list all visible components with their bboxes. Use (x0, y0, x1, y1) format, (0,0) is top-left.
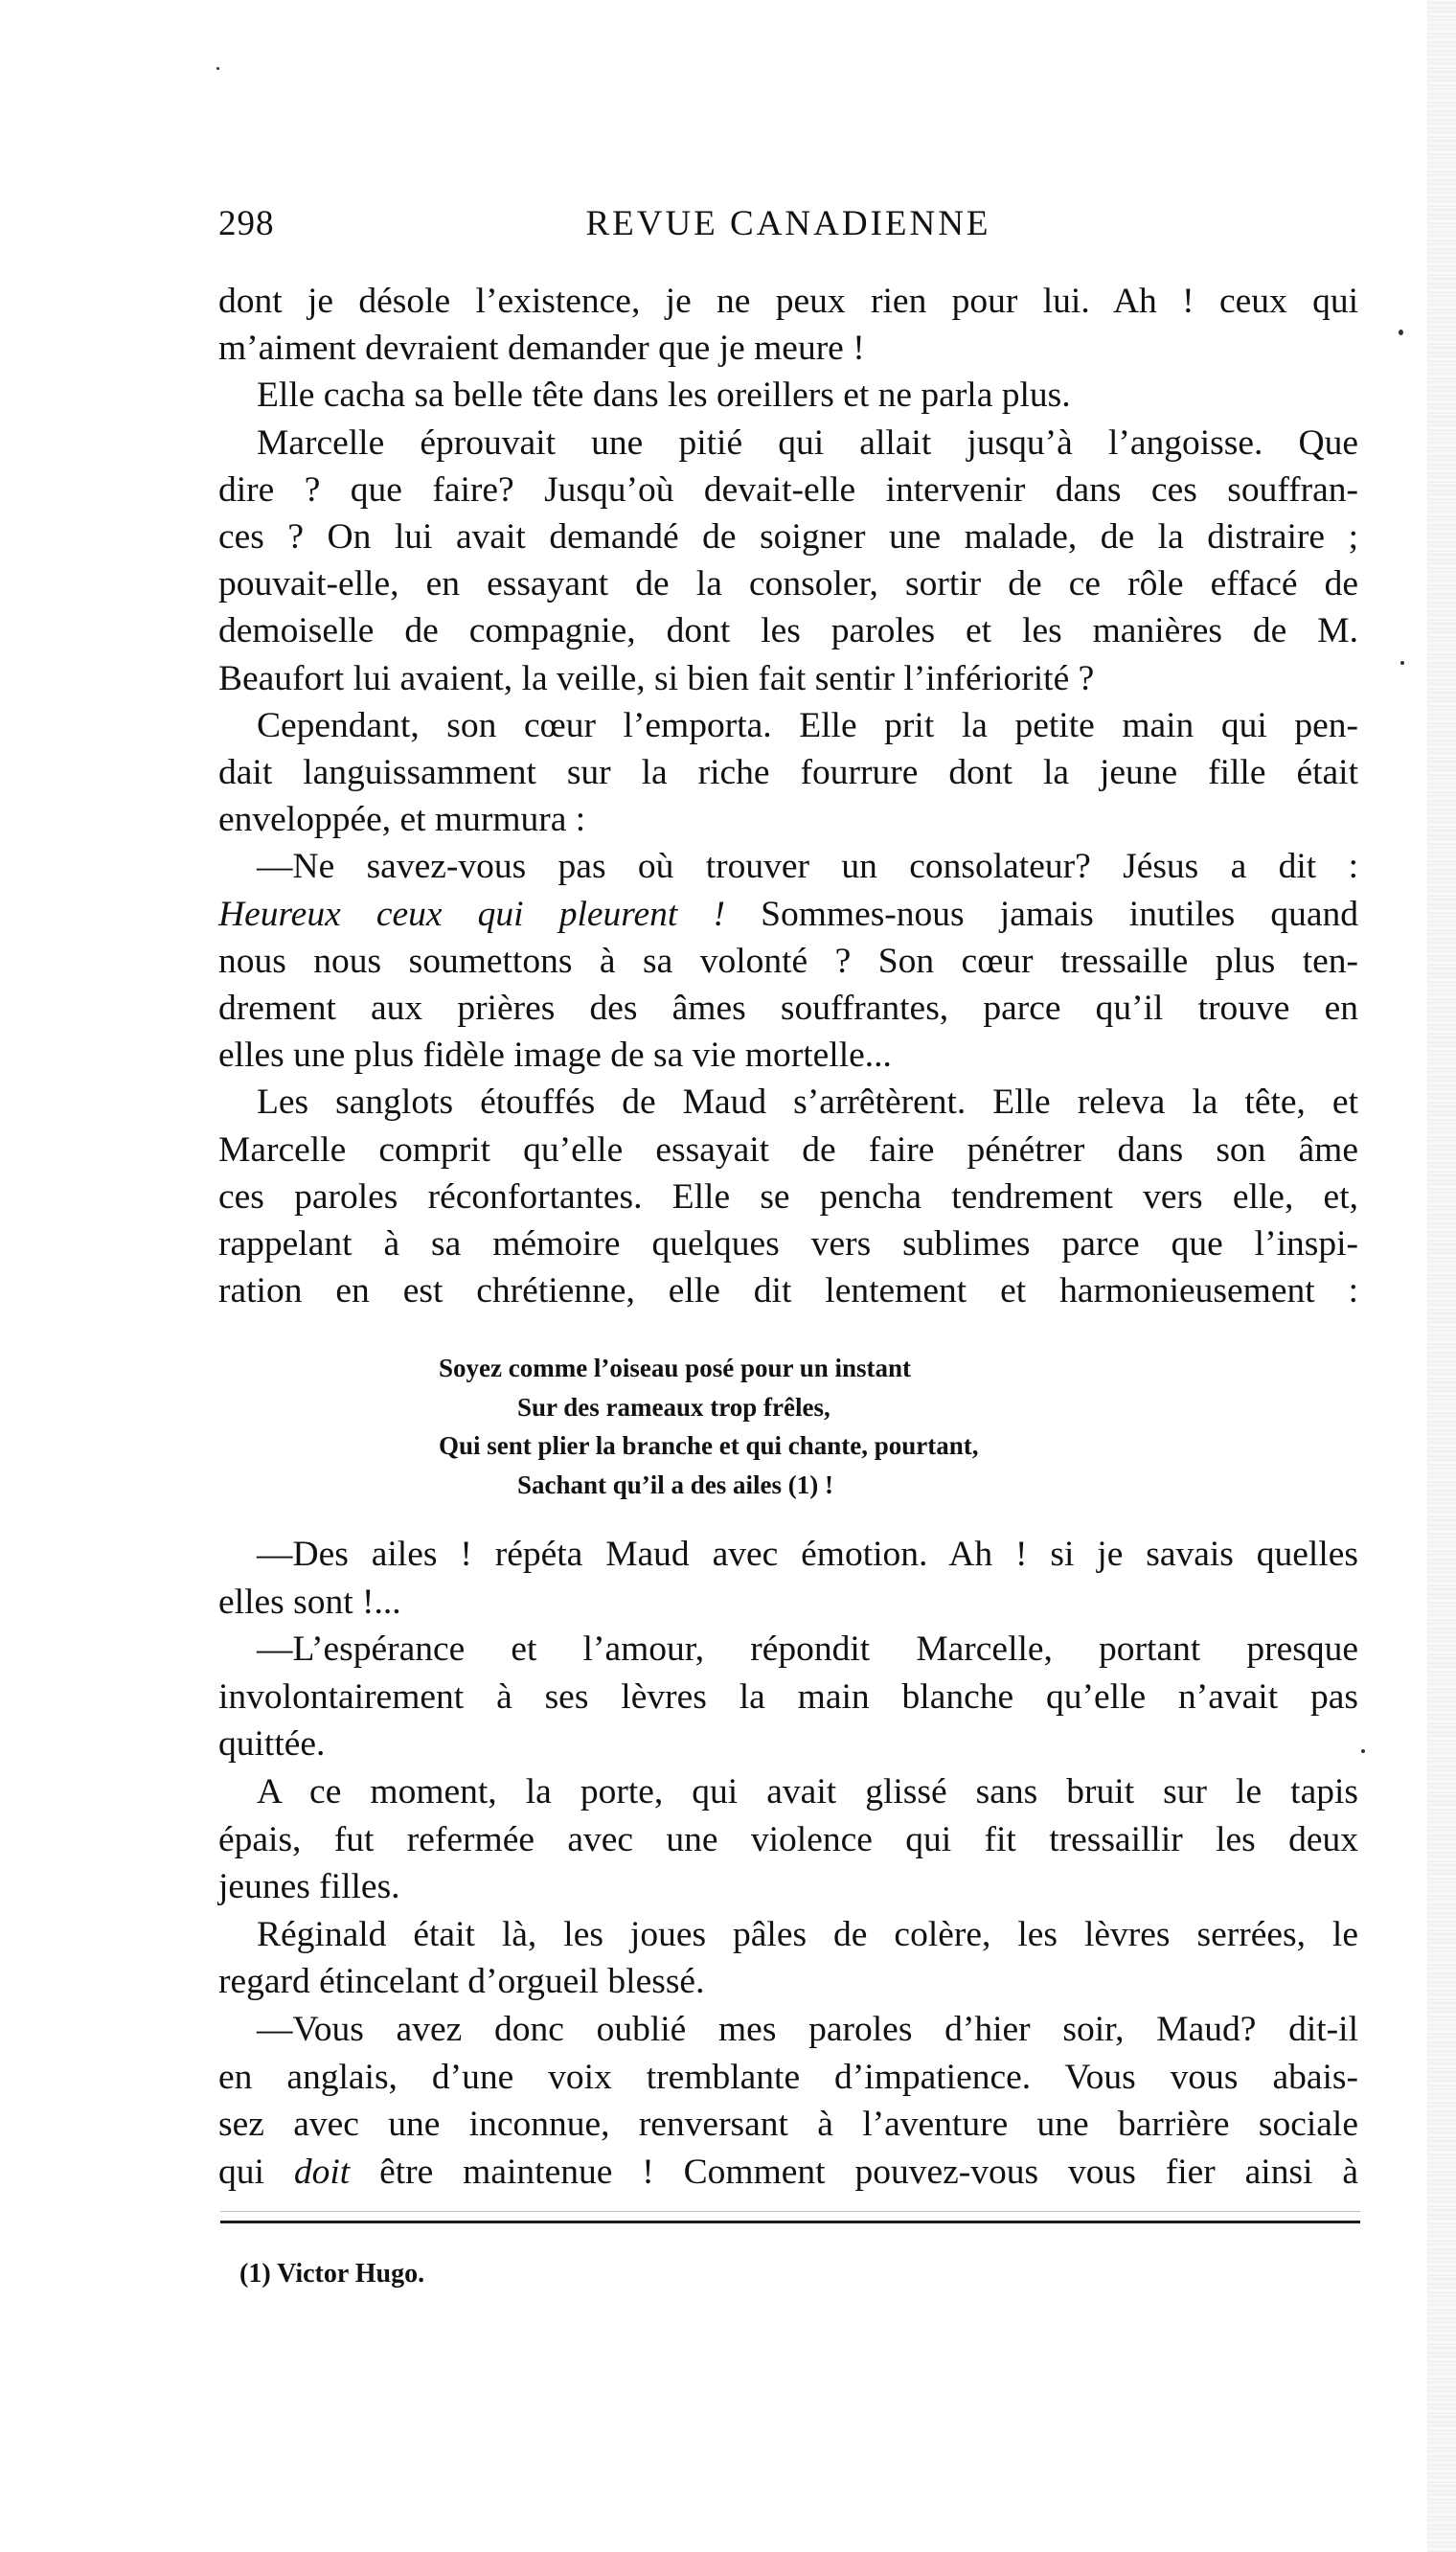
text-line: demoiselle de compagnie, dont les paroles et les manières de M. (218, 611, 1358, 651)
scan-speck (216, 67, 219, 70)
text-line: Marcelle comprit qu’elle essayait de faire pénétrer dans son âme (218, 1129, 1358, 1170)
scan-edge-noise (1427, 0, 1456, 2552)
text-line: elles sont !... (218, 1582, 401, 1622)
text-fragment: être maintenue ! Comment pouvez-vous vous fier ainsi à (379, 2152, 1359, 2192)
page-number: 298 (218, 204, 275, 243)
text-line: dont je désole l’existence, je ne peux rien pour lui. Ah ! ceux qui (218, 282, 1358, 321)
running-title: REVUE CANADIENNE (585, 204, 991, 243)
text-line: dait languissamment sur la riche fourrure dont la jeune fille était (218, 753, 1358, 793)
italic-word: doit (293, 2152, 351, 2192)
text-line: en anglais, d’une voix tremblante d’impatience. Vous vous abais- (218, 2057, 1358, 2097)
text-line: Marcelle éprouvait une pitié qui allait jusqu’à l’angoisse. Que (257, 422, 1358, 463)
text-line (218, 891, 1358, 938)
page-header (218, 203, 1358, 251)
text-line: m’aiment devraient demander que je meure ! (218, 329, 865, 369)
text-line: A ce moment, la porte, qui avait glissé sans bruit sur le tapis (257, 1771, 1358, 1811)
body-text-upper (218, 278, 1358, 1314)
text-line: quittée. (218, 1724, 326, 1765)
footnote-rule (220, 2221, 1360, 2223)
text-line: ration en est chrétienne, elle dit lentement et harmonieusement : (218, 1271, 1358, 1311)
text-line: regard étincelant d’orgueil blessé. (218, 1962, 705, 2002)
text-line: sez avec une inconnue, renversant à l’aventure une barrière sociale (218, 2105, 1358, 2145)
text-line: Beaufort lui avaient, la veille, si bien fait sentir l’infériorité ? (218, 658, 1095, 698)
text-line: rappelant à sa mémoire quelques vers sublimes parce que l’inspi- (218, 1224, 1358, 1265)
footnote: (1) Victor Hugo. (239, 2259, 425, 2289)
text-line: Elle cacha sa belle tête dans les oreillers et ne parla plus. (257, 376, 1071, 416)
text-line: —Des ailes ! répéta Maud avec émotion. Ah ! si je savais quelles (257, 1535, 1358, 1574)
text-line: Réginald était là, les joues pâles de colère, les lèvres serrées, le (257, 1914, 1358, 1954)
verse-line: Soyez comme l’oiseau posé pour un instant (439, 1354, 912, 1382)
text-line: jeunes filles. (218, 1867, 400, 1907)
text-line: ces paroles réconfortantes. Elle se pencha tendrement vers elle, et, (218, 1176, 1358, 1217)
italic-quote: Heureux ceux qui pleurent ! (218, 894, 725, 934)
scan-speck (1399, 330, 1403, 335)
text-line: Les sanglots étouffés de Maud s’arrêtèrent. Elle releva la tête, et (257, 1082, 1358, 1123)
verse-line: Qui sent plier la branche et qui chante, pourtant, (439, 1431, 979, 1460)
scan-speck (1361, 1749, 1365, 1753)
body-text-lower (218, 1531, 1358, 2196)
text-line: pouvait-elle, en essayant de la consoler, sortir de ce rôle effacé de (218, 564, 1358, 604)
text-line: —L’espérance et l’amour, répondit Marcelle, portant presque (257, 1629, 1358, 1670)
text-line: drement aux prières des âmes souffrantes, parce qu’il trouve en (218, 989, 1358, 1029)
text-line: dire ? que faire? Jusqu’où devait-elle intervenir dans ces souffran- (218, 469, 1358, 510)
text-line: —Vous avez donc oublié mes paroles d’hier soir, Maud? dit-il (257, 2009, 1358, 2049)
footnote-rule-shadow (220, 2211, 1360, 2212)
text-line: elles une plus fidèle image de sa vie mortelle... (218, 1036, 892, 1076)
text-line: épais, fut refermée avec une violence qui fit tressaillir les deux (218, 1819, 1358, 1859)
verse-line: Sur des rameaux trop frêles, (517, 1392, 830, 1422)
text-line: nous nous soumettons à sa volonté ? Son cœur tressaille plus ten- (218, 941, 1358, 981)
scan-speck (1400, 661, 1404, 665)
text-fragment: qui (218, 2152, 264, 2192)
text-line: ces ? On lui avait demandé de soigner une malade, de la distraire ; (218, 517, 1358, 558)
text-line (218, 2149, 1358, 2197)
text-line: enveloppée, et murmura : (218, 800, 586, 840)
text-fragment: Sommes-nous jamais inutiles quand (761, 894, 1359, 934)
text-line: Cependant, son cœur l’emporta. Elle prit la petite main qui pen- (257, 705, 1358, 745)
text-line: —Ne savez-vous pas où trouver un consolateur? Jésus a dit : (257, 847, 1358, 887)
verse-line: Sachant qu’il a des ailes (1) ! (517, 1470, 834, 1499)
text-line: involontairement à ses lèvres la main blanche qu’elle n’avait pas (218, 1676, 1358, 1717)
verse-quote (439, 1349, 979, 1504)
